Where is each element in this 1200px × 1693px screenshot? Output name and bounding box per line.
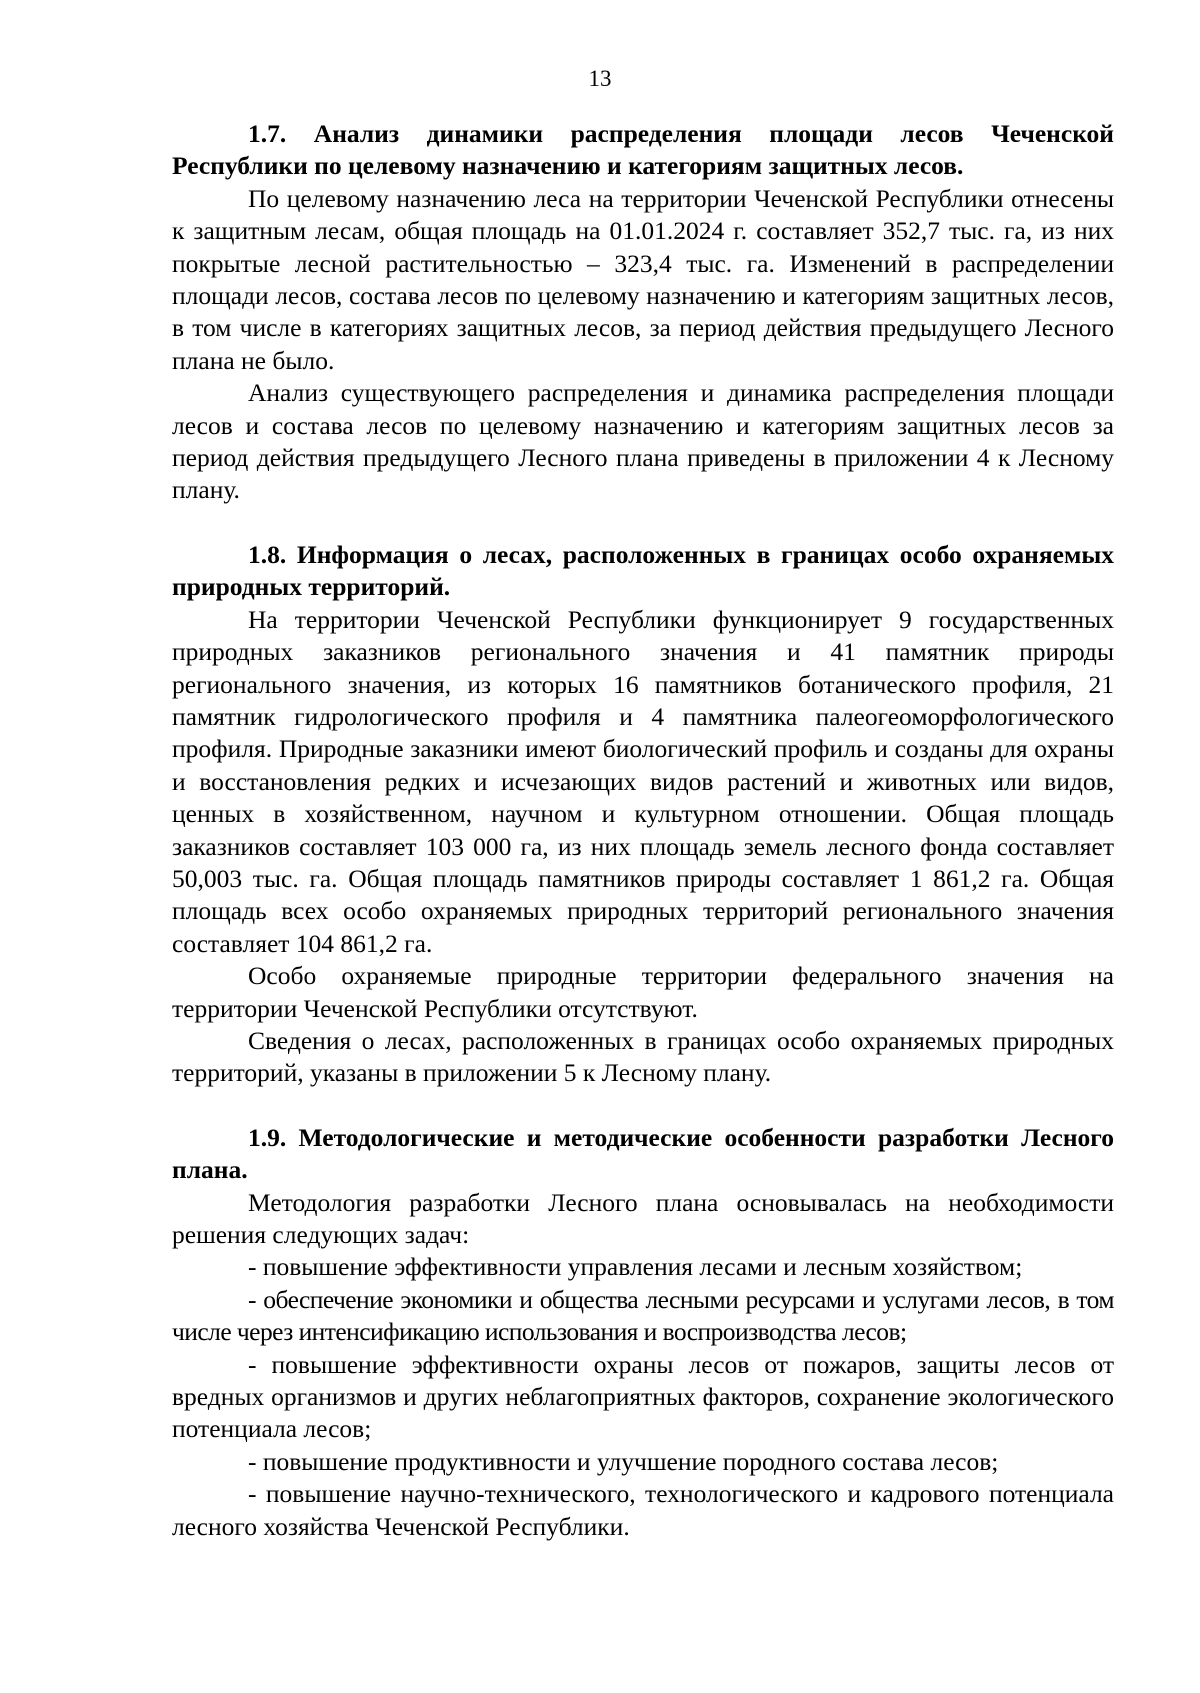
paragraph: По целевому назначению леса на территории Чеченской Республики отнесены к защитным лесам, общая площадь на 01.01.2024 г. составляет 352,7 тыс. га, из них покрытые лесной растительностью – 323,4 тыс. га. Изменений в распределении площади лесов, состава лесов по целевому назначению и категориям защитных лесов, в том числе в категориях защитных лесов, за период действия предыдущего Лесного плана не было. (172, 183, 1114, 375)
document-body (172, 118, 1114, 1543)
section-1-7 (172, 118, 1114, 507)
paragraph: Сведения о лесах, расположенных в границах особо охраняемых природных территорий, указаны в приложении 5 к Лесному плану. (172, 1025, 1114, 1088)
section-heading: 1.9. Методологические и методические особенности разработки Лесного плана. (172, 1122, 1114, 1185)
section-1-9 (172, 1122, 1114, 1543)
list-item: - повышение эффективности управления лесами и лесным хозяйством; (248, 1252, 1023, 1282)
list-item: - повышение эффективности охраны лесов от пожаров, защиты лесов от вредных организмов и других неблагоприятных факторов, сохранение экологического потенциала лесов; (172, 1349, 1114, 1444)
section-spacer (172, 507, 1114, 539)
paragraph: Анализ существующего распределения и динамика распределения площади лесов и состава лесов по целевому назначению и категориям защитных лесов за период действия предыдущего Лесного плана приведены в приложении 4 к Лесному плану. (172, 378, 1114, 505)
paragraph: Особо охраняемые природные территории федерального значения на территории Чеченской Республики отсутствуют. (172, 961, 1114, 1023)
list-item: - повышение научно-технического, технологического и кадрового потенциала лесного хозяйства Чеченской Республики. (172, 1479, 1114, 1541)
section-heading: 1.8. Информация о лесах, расположенных в границах особо охраняемых природных территорий. (172, 539, 1114, 602)
list-item: - повышение продуктивности и улучшение породного состава лесов; (248, 1446, 999, 1476)
section-spacer (172, 1090, 1114, 1122)
paragraph: На территории Чеченской Республики функционирует 9 государственных природных заказников регионального значения и 41 памятник природы регионального значения, из которых 16 памятников ботанического профиля, 21 памятник гидрологического профиля и 4 памятника палеогеоморфологического профиля. Природные заказники имеют биологический профиль и созданы для охраны и восстановления редких и исчезающих видов растений и животных или видов, ценных в хозяйственном, научном и культурном отношении. Общая площадь заказников составляет 103 000 га, из них площадь земель лесного фонда составляет 50,003 тыс. га. Общая площадь памятников природы составляет 1 861,2 га. Общая площадь всех особо охраняемых природных территорий регионального значения составляет 104 861,2 га. (172, 604, 1114, 958)
list-item: - обеспечение экономики и общества лесными ресурсами и услугами лесов, в том числе через интенсификацию использования и воспроизводства лесов; (172, 1284, 1114, 1347)
page-number: 13 (588, 66, 612, 91)
section-heading: 1.7. Анализ динамики распределения площади лесов Чеченской Республики по целевому назначению и категориям защитных лесов. (172, 119, 1114, 181)
paragraph: Методология разработки Лесного плана основывалась на необходимости решения следующих задач: (172, 1187, 1114, 1249)
section-1-8 (172, 539, 1114, 1090)
